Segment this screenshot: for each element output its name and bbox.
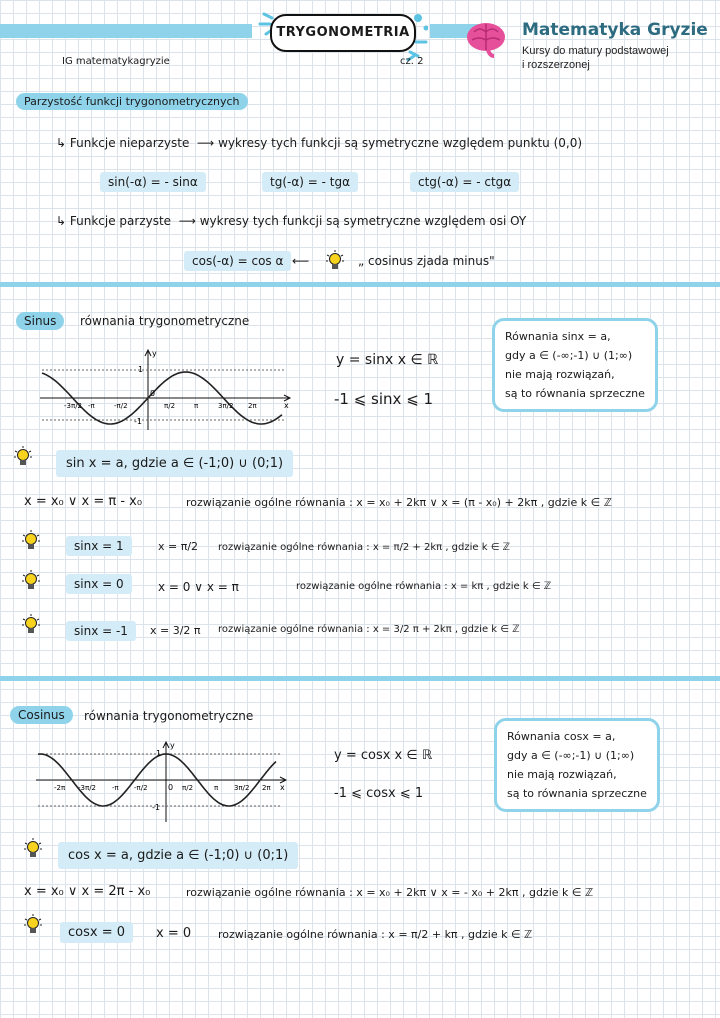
cosinus-def-2: -1 ⩽ cosx ⩽ 1 xyxy=(334,786,424,801)
brain-logo-icon xyxy=(464,20,508,58)
bubble-line: Równania sinx = a, xyxy=(505,330,611,343)
cosinus-case1-equation: cosx = 0 xyxy=(60,922,133,943)
left-arrow-icon: ⟵ xyxy=(292,254,310,268)
sinus-case1-general: rozwiązanie ogólne równania : x = π/2 + 2kπ , gdzie k ∈ ℤ xyxy=(218,542,511,553)
graph-label: 1 xyxy=(156,749,162,758)
instagram-handle: IG matematykagryzie xyxy=(62,56,170,67)
bubble-line: Równania cosx = a, xyxy=(507,730,616,743)
cosinus-main-equation: cos x = a, gdzie a ∈ (-1;0) ∪ (0;1) xyxy=(58,842,298,869)
graph-label: x xyxy=(280,783,285,792)
brand-tagline xyxy=(522,44,702,72)
graph-label: -3π/2 xyxy=(64,402,83,410)
graph-label: -1 xyxy=(152,803,160,812)
brand-tagline-line1: Kursy do matury podstawowej xyxy=(522,45,669,57)
right-arrow-icon: ⟶ xyxy=(174,214,200,228)
even-desc: wykresy tych funkcji są symetryczne względem osi OY xyxy=(199,214,527,228)
even-note: „ cosinus zjada minus" xyxy=(358,254,495,268)
arrow-icon: ↳ xyxy=(56,136,70,150)
sinus-case3-general: rozwiązanie ogólne równania : x = 3/2 π + 2kπ , gdzie k ∈ ℤ xyxy=(218,624,520,635)
graph-label: π xyxy=(194,402,199,410)
even-formula-cos: cos(-α) = cos α xyxy=(184,251,291,271)
header-bar-left xyxy=(0,24,252,38)
brand-tagline-line2: i rozszerzonej xyxy=(522,59,590,71)
cosinus-tag: Cosinus xyxy=(10,706,73,724)
cosinus-heading: równania trygonometryczne xyxy=(84,709,254,723)
graph-label: 1 xyxy=(138,365,144,374)
sinus-case3-equation: sinx = -1 xyxy=(66,621,136,641)
sinus-heading: równania trygonometryczne xyxy=(80,314,250,328)
even-label: Funkcje parzyste xyxy=(69,214,172,228)
cosinus-bubble xyxy=(494,718,660,812)
graph-label: π/2 xyxy=(182,784,194,792)
sine-graph xyxy=(34,346,296,432)
sinus-case2-equation: sinx = 0 xyxy=(66,574,132,594)
lightbulb-icon xyxy=(22,614,40,636)
graph-label: -π/2 xyxy=(134,784,148,792)
sinus-case2-solution: x = 0 ∨ x = π xyxy=(158,580,239,594)
graph-label: -π xyxy=(112,784,119,792)
graph-label: y xyxy=(152,349,157,358)
graph-label: y xyxy=(170,741,175,750)
odd-functions-row xyxy=(56,136,582,150)
sinus-def-2: -1 ⩽ sinx ⩽ 1 xyxy=(334,390,434,408)
graph-label: 2π xyxy=(262,784,271,792)
odd-label: Funkcje nieparzyste xyxy=(69,136,190,150)
bubble-line: gdy a ∈ (-∞;-1) ∪ (1;∞) xyxy=(505,349,633,362)
cosinus-def-1: y = cosx x ∈ ℝ xyxy=(334,748,433,763)
parity-heading: Parzystość funkcji trygonometrycznych xyxy=(16,93,248,110)
even-functions-row xyxy=(56,214,526,228)
cosinus-main-solution: x = x₀ ∨ x = 2π - x₀ xyxy=(24,884,151,899)
section-divider xyxy=(0,676,720,681)
sinus-case2-general: rozwiązanie ogólne równania : x = kπ , gdzie k ∈ ℤ xyxy=(296,581,552,592)
graph-label: 2π xyxy=(248,402,257,410)
odd-desc: wykresy tych funkcji są symetryczne względem punktu (0,0) xyxy=(218,136,583,150)
lightbulb-icon xyxy=(326,250,344,272)
brand-name: Matematyka Gryzie xyxy=(522,20,708,40)
graph-label: -π xyxy=(88,402,95,410)
cosinus-main-general: rozwiązanie ogólne równania : x = x₀ + 2kπ ∨ x = - x₀ + 2kπ , gdzie k ∈ ℤ xyxy=(186,886,594,899)
sinus-def-1: y = sinx x ∈ ℝ xyxy=(336,352,439,368)
odd-formula-ctg: ctg(-α) = - ctgα xyxy=(410,172,519,192)
sinus-main-equation: sin x = a, gdzie a ∈ (-1;0) ∪ (0;1) xyxy=(56,450,293,477)
graph-label: 0 xyxy=(168,783,174,792)
sinus-case3-solution: x = 3/2 π xyxy=(150,624,201,637)
lightbulb-icon xyxy=(24,914,42,936)
part-number: cz. 2 xyxy=(400,56,424,67)
graph-label: 3π/2 xyxy=(234,784,250,792)
graph-label: -3π/2 xyxy=(78,784,97,792)
cosine-graph xyxy=(30,738,292,824)
graph-label: x xyxy=(284,401,289,410)
graph-label: 0 xyxy=(150,389,156,398)
lightbulb-icon xyxy=(22,530,40,552)
sinus-bubble xyxy=(492,318,658,412)
sinus-case1-equation: sinx = 1 xyxy=(66,536,132,556)
graph-label: -1 xyxy=(134,417,142,426)
sinus-main-solution: x = x₀ ∨ x = π - x₀ xyxy=(24,494,143,509)
sinus-case1-solution: x = π/2 xyxy=(158,540,199,553)
cosinus-case1-solution: x = 0 xyxy=(156,926,192,941)
bubble-line: nie mają rozwiązań, xyxy=(507,768,617,781)
right-arrow-icon: ⟶ xyxy=(193,136,219,150)
bubble-line: są to równania sprzeczne xyxy=(507,787,647,800)
sinus-tag: Sinus xyxy=(16,312,64,330)
odd-formula-tg: tg(-α) = - tgα xyxy=(262,172,358,192)
arrow-icon: ↳ xyxy=(56,214,70,228)
sinus-main-general: rozwiązanie ogólne równania : x = x₀ + 2kπ ∨ x = (π - x₀) + 2kπ , gdzie k ∈ ℤ xyxy=(186,496,612,509)
lightbulb-icon xyxy=(14,446,32,468)
page-title: TRYGONOMETRIA xyxy=(270,14,416,52)
lightbulb-icon xyxy=(24,838,42,860)
bubble-line: są to równania sprzeczne xyxy=(505,387,645,400)
bubble-line: nie mają rozwiązań, xyxy=(505,368,615,381)
graph-label: -2π xyxy=(54,784,66,792)
bubble-line: gdy a ∈ (-∞;-1) ∪ (1;∞) xyxy=(507,749,635,762)
graph-label: 3π/2 xyxy=(218,402,234,410)
odd-formula-sin: sin(-α) = - sinα xyxy=(100,172,206,192)
graph-label: -π/2 xyxy=(114,402,128,410)
cosinus-case1-general: rozwiązanie ogólne równania : x = π/2 + kπ , gdzie k ∈ ℤ xyxy=(218,928,533,941)
graph-label: π xyxy=(214,784,219,792)
lightbulb-icon xyxy=(22,570,40,592)
graph-label: π/2 xyxy=(164,402,176,410)
section-divider xyxy=(0,282,720,287)
